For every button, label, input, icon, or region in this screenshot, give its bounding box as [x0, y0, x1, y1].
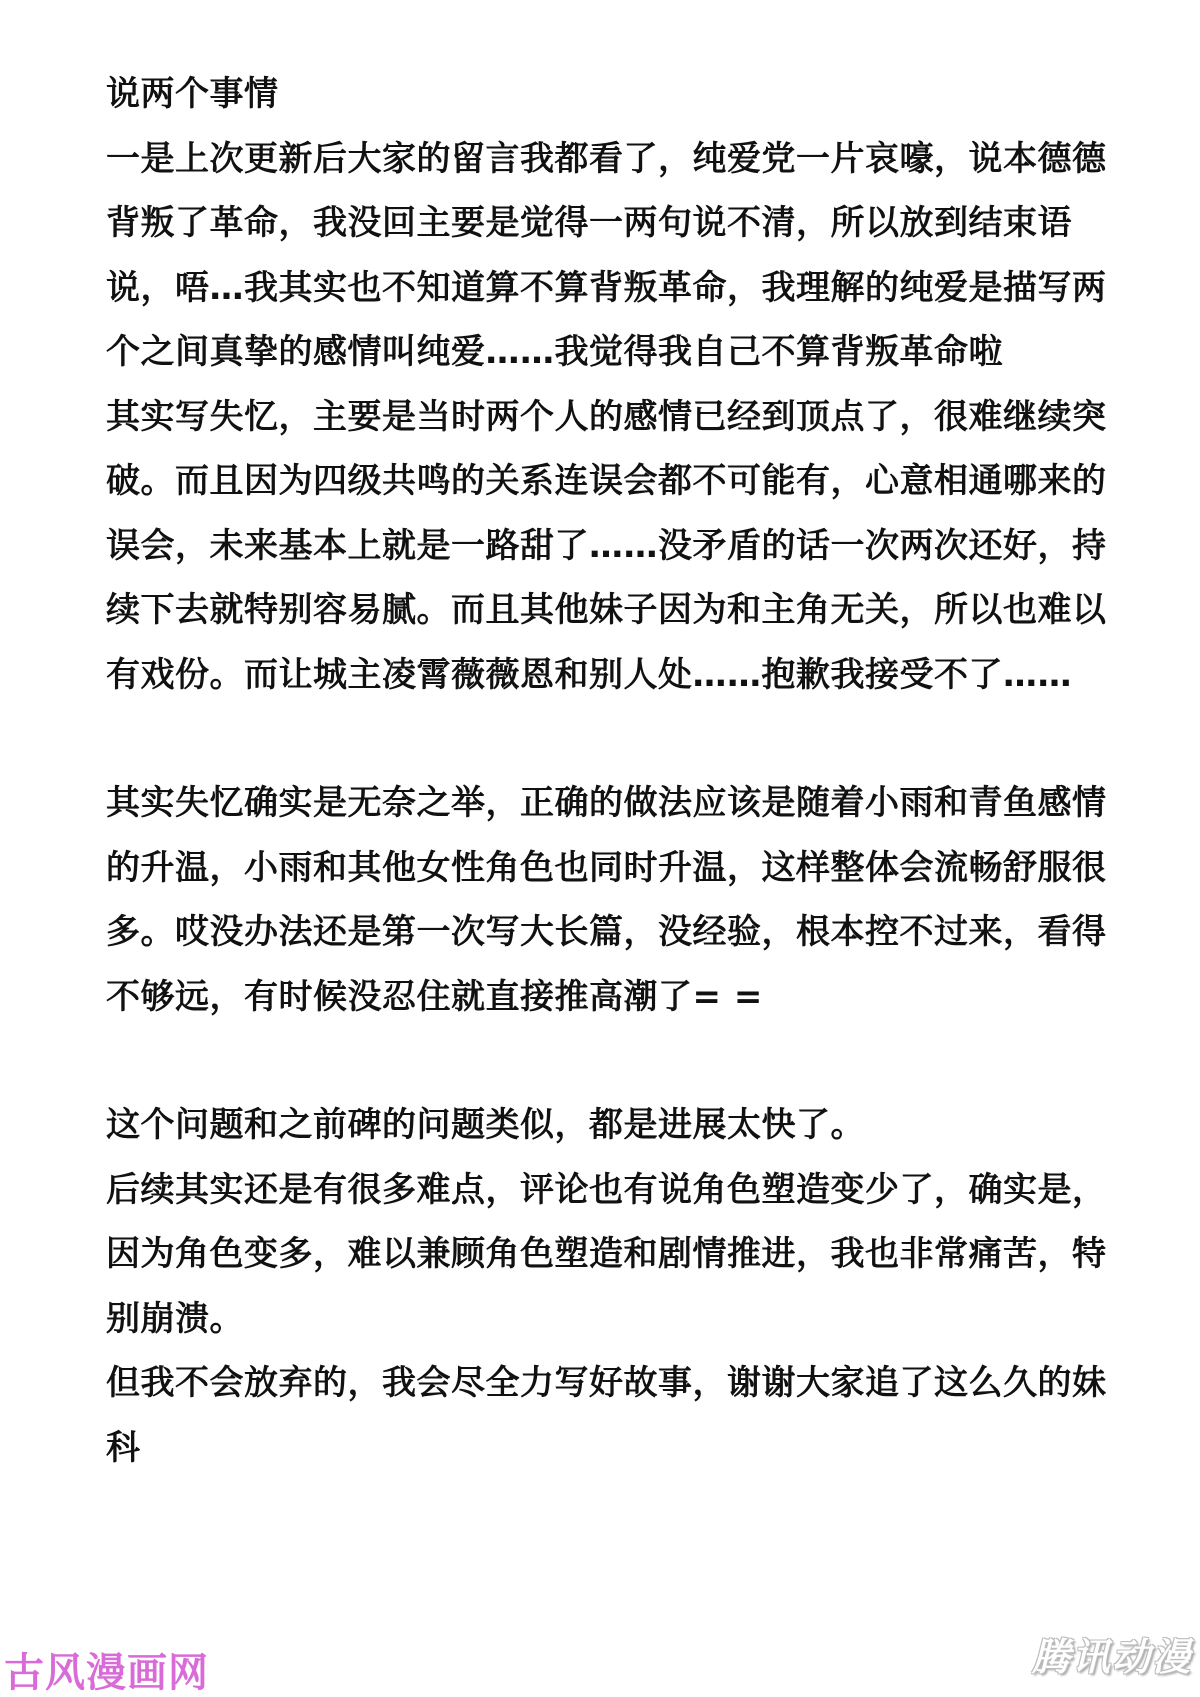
paragraph-1: 一是上次更新后大家的留言我都看了，纯爱党一片哀嚎，说本德德背叛了革命，我没回主要是觉得一两句说不清，所以放到结束语说，唔…我其实也不知道算不算背叛革命，我理解的纯爱是描写两个之间真挚的感情叫纯爱……我觉得我自己不算背叛革命啦 — [106, 138, 1107, 372]
publisher-watermark-logo: 腾讯动漫 — [1031, 1635, 1192, 1679]
document-heading: 说两个事情 — [106, 74, 279, 114]
document-body — [106, 62, 1118, 1480]
paragraph-6: 但我不会放弃的，我会尽全力写好故事，谢谢大家追了这么久的妹科 — [106, 1363, 1107, 1468]
paragraph-spacer — [106, 1029, 1118, 1093]
site-watermark-logo: 古风漫画网 — [4, 1650, 209, 1696]
paragraph-4: 这个问题和之前碑的问题类似，都是进展太快了。 — [106, 1105, 865, 1145]
paragraph-spacer — [106, 707, 1118, 771]
paragraph-5: 后续其实还是有很多难点，评论也有说角色塑造变少了，确实是，因为角色变多，难以兼顾角色塑造和剧情推进，我也非常痛苦，特别崩溃。 — [106, 1169, 1107, 1339]
paragraph-2: 其实写失忆，主要是当时两个人的感情已经到顶点了，很难继续突破。而且因为四级共鸣的关系连误会都不可能有，心意相通哪来的误会，未来基本上就是一路甜了……没矛盾的话一次两次还好，持续下去就特别容易腻。而且其他妹子因为和主角无关，所以也难以有戏份。而让城主凌霄薇薇恩和别人处……抱歉我接受不了…… — [106, 396, 1107, 695]
paragraph-3: 其实失忆确实是无奈之举，正确的做法应该是随着小雨和青鱼感情的升温，小雨和其他女性角色也同时升温，这样整体会流畅舒服很多。哎没办法还是第一次写大长篇，没经验，根本控不过来，看得不够远，有时候没忍住就直接推高潮了= = — [106, 783, 1107, 1017]
